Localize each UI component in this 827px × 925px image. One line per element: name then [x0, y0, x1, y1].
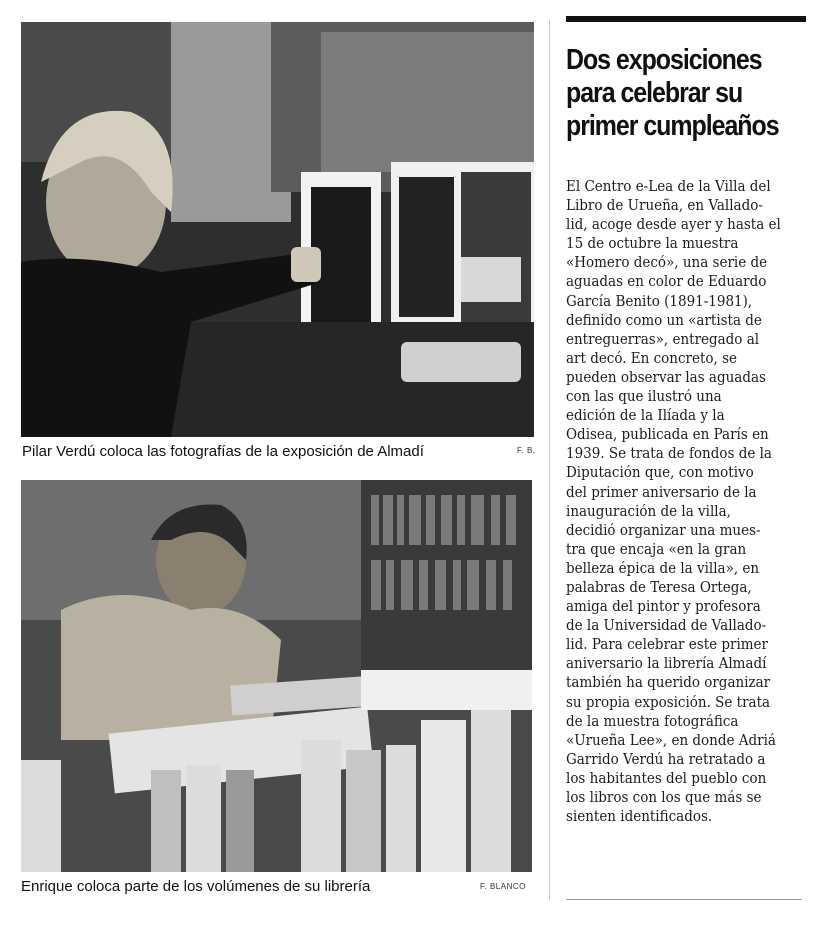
photo-caption: Enrique coloca parte de los volúmenes de su librería — [21, 878, 371, 895]
body-line: El Centro e-Lea de la Villa del — [566, 179, 771, 195]
photo-bookshop-image — [21, 480, 532, 872]
body-line: Libro de Urueña, en Vallado- — [566, 198, 763, 215]
body-line: lid, acoge desde ayer y hasta el — [566, 217, 781, 234]
body-line: edición de la Ilíada y la — [566, 408, 725, 425]
body-line: de la Universidad de Vallado- — [566, 618, 767, 635]
body-line: con las que ilustró una — [566, 389, 722, 406]
body-line: aniversario la librería Almadí — [566, 656, 767, 673]
body-line: decidió organizar una mues- — [566, 522, 761, 539]
body-line: art decó. En concreto, se — [566, 350, 737, 367]
body-line: inauguración de la villa, — [566, 503, 731, 520]
body-line: tra que encaja «en la gran — [566, 541, 747, 558]
body-line: su propia exposición. Se trata — [566, 694, 771, 711]
body-line: pueden observar las aguadas — [566, 369, 766, 386]
body-line: «Urueña Lee», en donde Adriá — [566, 732, 776, 749]
body-line: los habitantes del pueblo con — [566, 770, 767, 787]
body-line: «Homero decó», una serie de — [566, 255, 768, 272]
body-line: Diputación que, con motivo — [566, 465, 754, 482]
body-line: lid. Para celebrar este primer — [566, 637, 768, 654]
article-body — [566, 178, 816, 827]
body-line: García Benito (1891-1981), — [566, 293, 753, 310]
body-line: del primer aniversario de la — [566, 484, 757, 501]
body-line: Garrido Verdú ha retratado a — [566, 751, 766, 768]
body-line: entreguerras», entregado al — [566, 331, 760, 348]
body-line: también ha querido organizar — [566, 675, 771, 692]
photo-caption: Pilar Verdú coloca las fotografías de la exposición de Almadí — [22, 443, 424, 460]
body-line: definido como un «artista de — [566, 312, 762, 329]
body-line: los libros con los que más se — [566, 790, 762, 806]
headline-line: para celebrar su — [566, 77, 743, 109]
body-line: Odisea, publicada en París en — [566, 427, 769, 444]
body-line: palabras de Teresa Ortega, — [566, 579, 752, 596]
headline-line: Dos exposiciones — [566, 44, 762, 76]
column-divider — [549, 20, 550, 900]
bottom-rule — [566, 899, 802, 900]
body-line: sienten identificados. — [566, 809, 713, 826]
photo-credit: F. B. — [517, 446, 536, 455]
body-line: de la muestra fotográfica — [566, 713, 739, 730]
body-line: 1939. Se trata de fondos de la — [566, 446, 772, 463]
photo-exhibition-hanging-image — [21, 22, 534, 437]
body-line: amiga del pintor y profesora — [566, 599, 761, 616]
photo-exhibition-hanging — [21, 22, 534, 437]
photo-bookshop — [21, 480, 532, 872]
section-rule — [566, 16, 806, 22]
article-headline — [566, 44, 781, 143]
headline-line: primer cumpleaños — [566, 110, 779, 142]
body-line: 15 de octubre la muestra — [566, 236, 739, 253]
photo-credit: F. BLANCO — [480, 882, 526, 891]
body-line: belleza épica de la villa», en — [566, 560, 760, 577]
body-line: aguadas en color de Eduardo — [566, 274, 767, 291]
